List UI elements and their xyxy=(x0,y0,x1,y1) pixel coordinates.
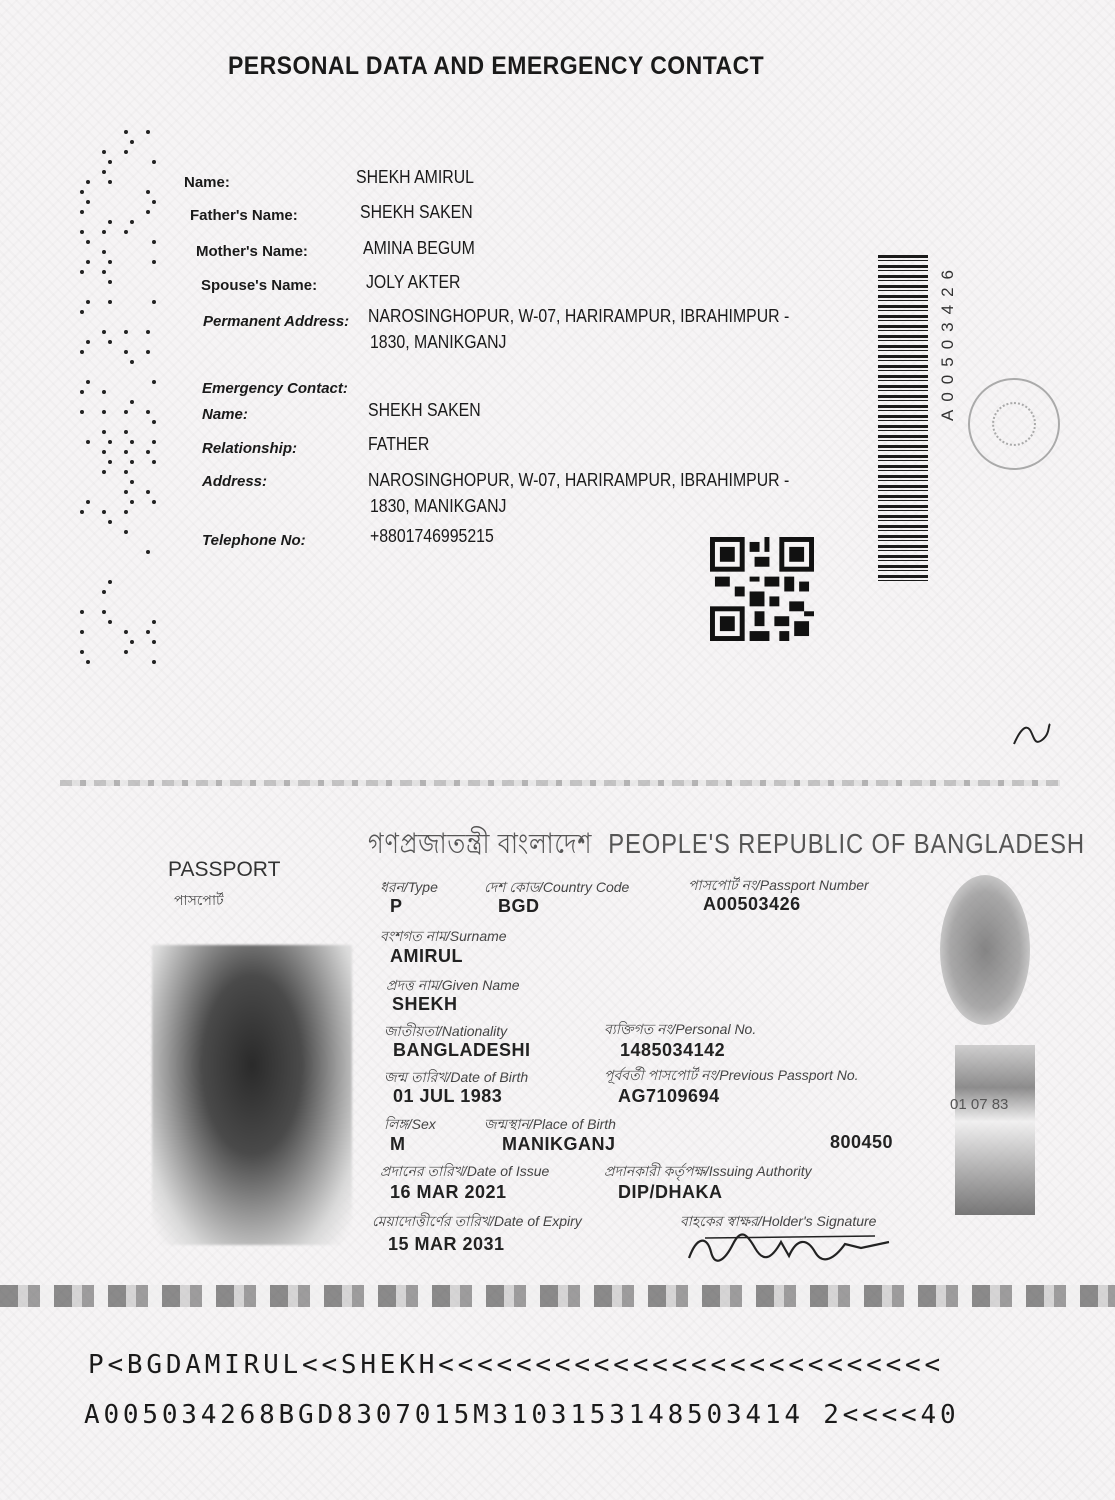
value-given-name: SHEKH xyxy=(392,994,458,1014)
perforation-dot xyxy=(146,190,150,194)
perforation-dot xyxy=(146,210,150,214)
perforation-dot xyxy=(124,130,128,134)
vertical-barcode xyxy=(878,255,928,585)
page-heading: PERSONAL DATA AND EMERGENCY CONTACT xyxy=(228,52,765,80)
value-relationship: FATHER xyxy=(368,434,430,454)
ghost-dob: 01 07 83 xyxy=(950,1096,1009,1113)
label-surname: বংশগত নাম/Surname xyxy=(380,928,507,944)
label-sex: লিঙ্গ/Sex xyxy=(384,1116,436,1132)
perforation-dot xyxy=(124,330,128,334)
secondary-photo xyxy=(955,1045,1035,1215)
perforation-dot xyxy=(80,230,84,234)
mrz-line-1: P<BGDAMIRUL<<SHEKH<<<<<<<<<<<<<<<<<<<<<<<<<< xyxy=(88,1350,944,1380)
perforation-dot xyxy=(152,300,156,304)
country-name-bn: গণপ্রজাতন্ত্রী বাংলাদেশ xyxy=(368,828,593,859)
perforation-dot xyxy=(108,180,112,184)
perforation-dot xyxy=(152,620,156,624)
perforation-dot xyxy=(108,160,112,164)
perforation-dot xyxy=(108,580,112,584)
value-issuing-authority: DIP/DHAKA xyxy=(618,1182,723,1202)
perforation-dot xyxy=(124,450,128,454)
perforation-dot xyxy=(152,200,156,204)
perforation-dot xyxy=(80,210,84,214)
label-date-of-issue: প্রদানের তারিখ/Date of Issue xyxy=(380,1163,550,1179)
label-father-name: Father's Name: xyxy=(190,207,298,224)
perforation-dot xyxy=(124,350,128,354)
perforation-dot xyxy=(130,640,134,644)
perforation-dot xyxy=(146,550,150,554)
perforation-dot xyxy=(124,490,128,494)
perforation-dot xyxy=(124,430,128,434)
perforation-dot xyxy=(146,350,150,354)
perforation-dot xyxy=(86,340,90,344)
perforation-dot xyxy=(152,420,156,424)
label-emergency-name: Name: xyxy=(202,406,248,423)
perforation-dot xyxy=(102,330,106,334)
perforation-dot xyxy=(108,520,112,524)
perforation-dot xyxy=(124,470,128,474)
perforation-dot xyxy=(80,270,84,274)
perforation-dot xyxy=(152,500,156,504)
label-given-name: প্রদত্ত নাম/Given Name xyxy=(386,977,520,993)
perforation-dot xyxy=(152,460,156,464)
perforation-dot xyxy=(130,220,134,224)
label-spouse-name: Spouse's Name: xyxy=(201,277,318,294)
perforation-dot xyxy=(108,260,112,264)
perforation-dot xyxy=(146,450,150,454)
value-spouse-name: JOLY AKTER xyxy=(366,272,461,292)
perforation-dot xyxy=(108,300,112,304)
mrz-line-2: A005034268BGD8307015M3103153148503414 2<<<<40 xyxy=(84,1400,960,1430)
label-name: Name: xyxy=(184,174,230,191)
value-address-line1: NAROSINGHOPUR, W-07, HARIRAMPUR, IBRAHIMPUR - xyxy=(368,470,790,490)
value-permanent-address-line2: 1830, MANIKGANJ xyxy=(370,332,507,352)
pen-mark xyxy=(1012,720,1052,748)
round-stamp xyxy=(968,378,1060,470)
value-telephone: +8801746995215 xyxy=(370,526,494,546)
value-code: 800450 xyxy=(830,1132,894,1152)
perforation-dot xyxy=(102,390,106,394)
perforation-dot xyxy=(108,440,112,444)
value-sex: M xyxy=(390,1134,406,1154)
perforation-dot xyxy=(80,610,84,614)
label-place-of-birth: জন্মস্থান/Place of Birth xyxy=(484,1116,616,1132)
perforation-dot xyxy=(146,130,150,134)
perforation-dot xyxy=(102,270,106,274)
perforation-dot xyxy=(108,280,112,284)
perforation-dot xyxy=(152,380,156,384)
label-dob: জন্ম তারিখ/Date of Birth xyxy=(384,1069,529,1085)
perforation-dot xyxy=(152,440,156,444)
perforation-dot xyxy=(108,340,112,344)
perforation-dot xyxy=(86,440,90,444)
value-dob: 01 JUL 1983 xyxy=(393,1086,503,1106)
perforation-dot xyxy=(124,510,128,514)
perforation-dot xyxy=(86,660,90,664)
perforation-dot xyxy=(80,510,84,514)
perforation-dot xyxy=(124,650,128,654)
perforation-dot xyxy=(86,180,90,184)
perforation-dot xyxy=(146,490,150,494)
passport-title-bn: পাসপোর্ট xyxy=(174,892,224,908)
perforation-dot xyxy=(124,150,128,154)
perforation-dot xyxy=(86,260,90,264)
perforation-dot xyxy=(124,530,128,534)
perforated-number xyxy=(80,130,175,670)
label-type: ধরন/Type xyxy=(380,879,438,895)
value-passport-number: A00503426 xyxy=(703,894,801,914)
perforation-dot xyxy=(102,250,106,254)
label-country-code: দেশ কোড/Country Code xyxy=(484,879,630,895)
perforation-dot xyxy=(130,480,134,484)
perforation-dot xyxy=(124,410,128,414)
country-name-en: PEOPLE'S REPUBLIC OF BANGLADESH xyxy=(608,828,1085,859)
value-emergency-name: SHEKH SAKEN xyxy=(368,400,481,420)
label-mother-name: Mother's Name: xyxy=(196,243,308,260)
label-emergency-contact: Emergency Contact: xyxy=(202,380,348,397)
perforation-dot xyxy=(108,220,112,224)
label-holder-signature: বাহকের স্বাক্ষর/Holder's Signature xyxy=(680,1213,877,1229)
label-date-of-expiry: মেয়াদোত্তীর্ণের তারিখ/Date of Expiry xyxy=(372,1213,582,1229)
perforation-dot xyxy=(80,350,84,354)
perforation-dot xyxy=(130,360,134,364)
perforation-dot xyxy=(124,230,128,234)
value-nationality: BANGLADESHI xyxy=(393,1040,531,1060)
label-passport-number: পাসপোর্ট নং/Passport Number xyxy=(688,877,869,893)
perforation-dot xyxy=(80,390,84,394)
label-address: Address: xyxy=(202,473,268,490)
perforation-dot xyxy=(80,650,84,654)
label-permanent-address: Permanent Address: xyxy=(203,313,350,330)
perforation-dot xyxy=(152,260,156,264)
value-previous-passport: AG7109694 xyxy=(618,1086,720,1106)
perforation-dot xyxy=(80,310,84,314)
value-personal-no: 1485034142 xyxy=(620,1040,726,1060)
perforation-dot xyxy=(80,190,84,194)
perforation-dot xyxy=(130,440,134,444)
perforation-dot xyxy=(102,590,106,594)
value-father-name: SHEKH SAKEN xyxy=(360,202,473,222)
perforation-dot xyxy=(124,630,128,634)
perforation-dot xyxy=(86,200,90,204)
value-country-code: BGD xyxy=(498,896,540,916)
perforation-dot xyxy=(146,630,150,634)
perforation-dot xyxy=(108,460,112,464)
label-previous-passport: পূর্ববর্তী পাসপোর্ট নং/Previous Passport No. xyxy=(604,1067,859,1083)
value-name: SHEKH AMIRUL xyxy=(356,167,474,187)
perforation-dot xyxy=(152,660,156,664)
passport-title: PASSPORT xyxy=(168,858,281,881)
value-mother-name: AMINA BEGUM xyxy=(363,238,475,258)
page-fold xyxy=(60,780,1060,786)
value-date-of-expiry: 15 MAR 2031 xyxy=(388,1234,505,1254)
label-nationality: জাতীয়তা/Nationality xyxy=(384,1023,508,1039)
perforation-dot xyxy=(86,300,90,304)
perforation-dot xyxy=(86,240,90,244)
label-personal-no: ব্যক্তিগত নং/Personal No. xyxy=(604,1021,757,1037)
label-relationship: Relationship: xyxy=(202,440,298,457)
vertical-passport-number: A00503426 xyxy=(938,262,957,421)
value-address-line2: 1830, MANIKGANJ xyxy=(370,496,507,516)
perforation-dot xyxy=(80,630,84,634)
perforation-dot xyxy=(102,470,106,474)
value-permanent-address-line1: NAROSINGHOPUR, W-07, HARIRAMPUR, IBRAHIMPUR - xyxy=(368,306,790,326)
holder-photo xyxy=(152,945,352,1245)
perforation-dot xyxy=(86,500,90,504)
value-type: P xyxy=(390,896,403,916)
perforation-dot xyxy=(146,410,150,414)
perforation-dot xyxy=(102,610,106,614)
perforation-dot xyxy=(102,510,106,514)
perforation-dot xyxy=(130,460,134,464)
security-band xyxy=(0,1285,1115,1307)
perforation-dot xyxy=(80,410,84,414)
qr-code xyxy=(710,537,814,641)
perforation-dot xyxy=(152,640,156,644)
perforation-dot xyxy=(130,500,134,504)
perforation-dot xyxy=(102,450,106,454)
perforation-dot xyxy=(102,170,106,174)
perforation-dot xyxy=(86,380,90,384)
label-telephone: Telephone No: xyxy=(202,532,306,549)
perforation-dot xyxy=(102,430,106,434)
perforation-dot xyxy=(102,150,106,154)
country-name xyxy=(368,822,1085,869)
perforation-dot xyxy=(130,140,134,144)
perforation-dot xyxy=(146,330,150,334)
perforation-dot xyxy=(152,240,156,244)
ghost-image xyxy=(940,875,1030,1025)
holder-signature xyxy=(685,1230,895,1266)
perforation-dot xyxy=(130,400,134,404)
label-issuing-authority: প্রদানকারী কর্তৃপক্ষ/Issuing Authority xyxy=(604,1163,812,1179)
value-date-of-issue: 16 MAR 2021 xyxy=(390,1182,507,1202)
value-place-of-birth: MANIKGANJ xyxy=(502,1134,616,1154)
perforation-dot xyxy=(102,230,106,234)
perforation-dot xyxy=(102,410,106,414)
perforation-dot xyxy=(152,160,156,164)
perforation-dot xyxy=(108,620,112,624)
value-surname: AMIRUL xyxy=(390,946,463,966)
